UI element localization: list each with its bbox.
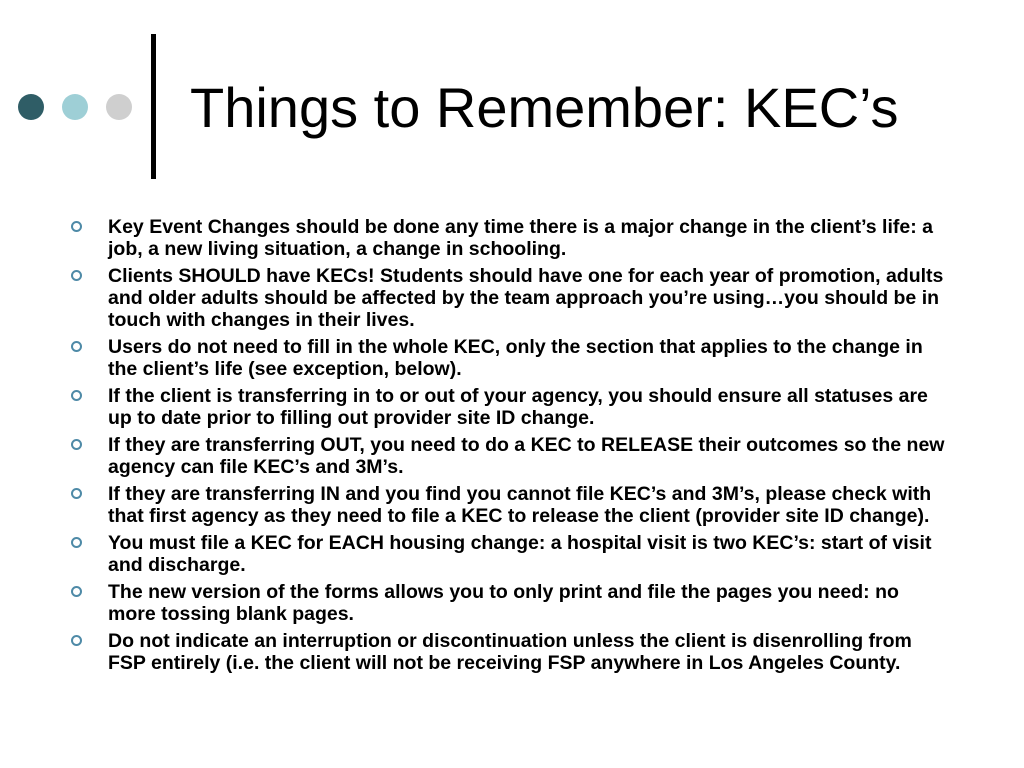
bullet-text: Do not indicate an interruption or discontinuation unless the client is disenrolling from FSP entirely (i.e. the client will not be receiving FSP anywhere in Los Angeles County. (108, 630, 912, 674)
bullet-circle-icon (71, 221, 82, 232)
bullet-circle-icon (71, 270, 82, 281)
slide-title: Things to Remember: KEC’s (190, 76, 899, 139)
bullet-item (108, 434, 948, 478)
bullet-text: Key Event Changes should be done any time there is a major change in the client’s life: a job, a new living situation, a change in schooling. (108, 216, 933, 260)
bullet-text: You must file a KEC for EACH housing change: a hospital visit is two KEC’s: start of visit and discharge. (108, 532, 932, 576)
bullet-item (108, 483, 948, 527)
dot-dark-icon (18, 94, 44, 120)
bullet-item (108, 336, 948, 380)
bullet-text: If they are transferring IN and you find you cannot file KEC’s and 3M’s, please check with that first agency as they need to file a KEC to release the client (provider site ID change). (108, 483, 932, 527)
bullet-circle-icon (71, 439, 82, 450)
bullet-circle-icon (71, 390, 82, 401)
bullet-text: Users do not need to fill in the whole KEC, only the section that applies to the change in the client’s life (see exception, below). (108, 336, 923, 380)
bullet-circle-icon (71, 537, 82, 548)
bullet-item (108, 532, 948, 576)
bullet-item (108, 216, 948, 260)
bullet-item (108, 265, 948, 331)
bullet-circle-icon (71, 586, 82, 597)
bullet-text: If the client is transferring in to or out of your agency, you should ensure all statuses are up to date prior to filling out provider site ID change. (108, 385, 928, 429)
bullet-list (108, 216, 948, 679)
bullet-circle-icon (71, 341, 82, 352)
bullet-circle-icon (71, 488, 82, 499)
bullet-item (108, 581, 948, 625)
bullet-text: Clients SHOULD have KECs! Students should have one for each year of promotion, adults and older adults should be affected by the team approach you’re using…you should be in touch with changes in their lives. (108, 265, 944, 331)
bullet-text: The new version of the forms allows you to only print and file the pages you need: no more tossing blank pages. (108, 581, 899, 625)
bullet-circle-icon (71, 635, 82, 646)
title-divider (151, 34, 156, 179)
dot-teal-icon (62, 94, 88, 120)
bullet-item (108, 630, 948, 674)
bullet-item (108, 385, 948, 429)
bullet-text: If they are transferring OUT, you need to do a KEC to RELEASE their outcomes so the new agency can file KEC’s and 3M’s. (108, 434, 945, 478)
dot-gray-icon (106, 94, 132, 120)
